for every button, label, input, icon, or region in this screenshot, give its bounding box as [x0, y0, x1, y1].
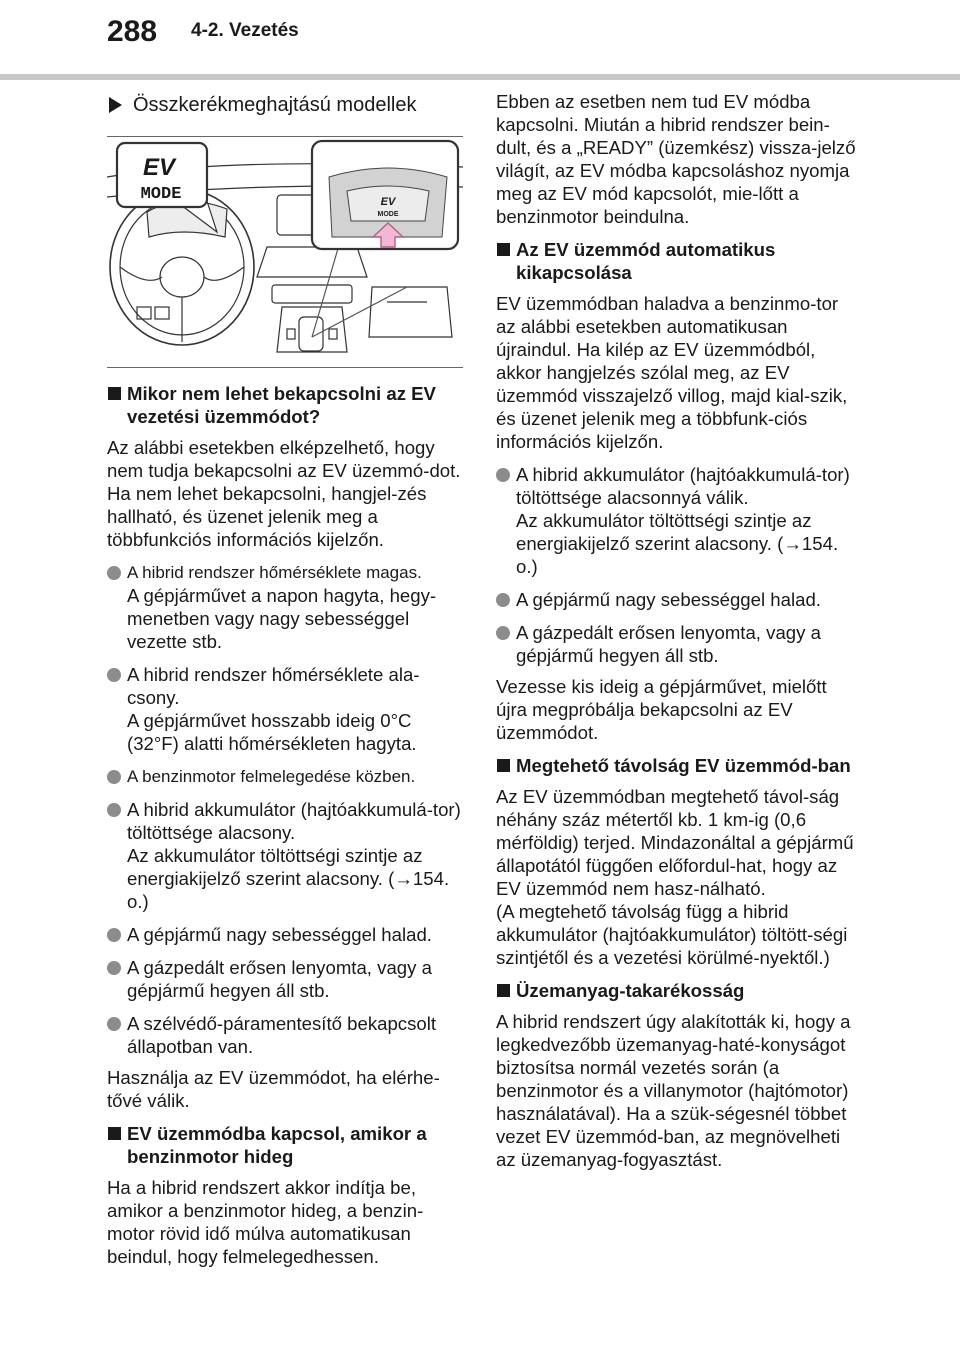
page-number: 288	[107, 15, 158, 48]
heading-fuel-economy: Üzemanyag-takarékosság	[496, 979, 856, 1002]
paragraph: Az EV üzemmódban megtehető távol-ság néhány száz métertől kb. 1 km-ig (0,6 mérföldig) terjed. Mindazonáltal a gépjármű állapotától függően előfordul-hat, hogy az EV üzemmód nem hasz-nálható. (A megtehető távolság függ a hibrid akkumulátor (hajtóakkumulátor) töltött-ségi szintjétől és a vezetési körülmé-nyektől.)	[496, 786, 854, 968]
paragraph: EV üzemmódban haladva a benzinmo-tor az alábbi esetekben automatikusan újraindul. Ha kilép az EV üzemmódból, akkor hangjelzés szólal meg, az EV üzemmód visszajelző villog, majd kial-szik, és üzenet jelenik meg a többfunk-ciós információs kijelzőn.	[496, 293, 848, 452]
header-divider	[0, 74, 960, 80]
round-bullet-icon	[107, 566, 121, 580]
round-bullet-icon	[496, 593, 510, 607]
round-bullet-icon	[107, 668, 121, 682]
list-item: A hibrid rendszer hőmérséklete magas. A gépjárművet a napon hagyta, hegy-menetben vagy nagy sebességgel vezette stb.	[107, 561, 467, 653]
round-bullet-icon	[107, 961, 121, 975]
paragraph: Vezesse kis ideig a gépjárművet, mielőtt újra megpróbálja bekapcsolni az EV üzemmódot.	[496, 676, 827, 743]
square-bullet-icon	[108, 1127, 121, 1140]
list-item: A hibrid akkumulátor (hajtóakkumulá-tor) töltöttsége alacsony. Az akkumulátor töltöttségi szintje az energiakijelző szerint alacsony. (→154. o.)	[107, 798, 467, 913]
round-bullet-icon	[107, 928, 121, 942]
round-bullet-icon	[107, 803, 121, 817]
svg-text:MODE: MODE	[140, 185, 182, 204]
paragraph: A hibrid rendszert úgy alakították ki, hogy a legkedvezőbb üzemanyag-haté-konyságot biztosítsa normál vezetés során (a benzinmotor és a villanymotor (hajtómotor) használatával). Ha a szük-ségesnél többet vezet EV üzemmód-ban, az megnövelheti az üzemanyag-fogyasztást.	[496, 1011, 851, 1170]
list-item: A gázpedált erősen lenyomta, vagy a gépjármű hegyen áll stb.	[496, 621, 856, 667]
dashboard-illustration	[107, 136, 463, 368]
round-bullet-icon	[496, 468, 510, 482]
figure-title: Összkerékmeghajtású modellek	[107, 92, 467, 118]
paragraph: Az alábbi esetekben elképzelhető, hogy nem tudja bekapcsolni az EV üzemmó-dot. Ha nem lehet bekapcsolni, hangjel-zés hallható, és üzenet jelenik meg a többfunkciós információs kijelzőn.	[107, 437, 461, 550]
paragraph: Ha a hibrid rendszert akkor indítja be, amikor a benzinmotor hideg, a benzin-motor rövid idő múlva automatikusan beindul, hogy felmelegedhessen.	[107, 1177, 424, 1267]
list-item: A gépjármű nagy sebességgel halad.	[107, 923, 467, 946]
list-item: A hibrid akkumulátor (hajtóakkumulá-tor) töltöttsége alacsonnyá válik. Az akkumulátor töltöttségi szintje az energiakijelző szerint alacsony. (→154. o.)	[496, 463, 856, 578]
heading-cold-engine: EV üzemmódba kapcsol, amikor a benzinmotor hideg	[107, 1122, 467, 1168]
list-item: A hibrid rendszer hőmérséklete ala-csony. A gépjárművet hosszabb ideig 0°C (32°F) alatti hőmérsékleten hagyta.	[107, 663, 467, 755]
paragraph: Használja az EV üzemmódot, ha elérhe-tővé válik.	[107, 1067, 440, 1111]
square-bullet-icon	[497, 759, 510, 772]
square-bullet-icon	[108, 387, 121, 400]
paragraph: Ebben az esetben nem tud EV módba kapcsolni. Miután a hibrid rendszer bein-dult, és a „READY” (üzemkész) vissza-jelző világít, az EV módba kapcsoláshoz nyomja meg az EV mód kapcsolót, mie-lőtt a benzinmotor beindulna.	[496, 91, 856, 227]
square-bullet-icon	[497, 984, 510, 997]
svg-text:MODE: MODE	[377, 211, 399, 218]
right-column	[496, 90, 856, 1171]
ev-mode-badge-large	[117, 143, 207, 207]
list-item: A gépjármű nagy sebességgel halad.	[496, 588, 856, 611]
list-item: A gázpedált erősen lenyomta, vagy a gépjármű hegyen áll stb.	[107, 956, 467, 1002]
round-bullet-icon	[107, 1017, 121, 1031]
svg-text:EV: EV	[380, 196, 396, 208]
square-bullet-icon	[497, 243, 510, 256]
heading-auto-cancel: Az EV üzemmód automatikus kikapcsolása	[496, 238, 856, 284]
svg-text:EV: EV	[142, 154, 176, 181]
round-bullet-icon	[496, 626, 510, 640]
page-header	[0, 0, 960, 80]
heading-cannot-activate: Mikor nem lehet bekapcsolni az EV vezetési üzemmódot?	[107, 382, 467, 428]
ev-mode-button-closeup	[312, 141, 458, 249]
section-title: 4-2. Vezetés	[191, 20, 299, 41]
round-bullet-icon	[107, 770, 121, 784]
heading-ev-range: Megtehető távolság EV üzemmód-ban	[496, 754, 856, 777]
list-item: A benzinmotor felmelegedése közben.	[107, 765, 467, 788]
triangle-bullet-icon	[109, 97, 122, 113]
left-column	[107, 90, 467, 1268]
dashboard-drawing	[107, 137, 463, 367]
list-item: A szélvédő-páramentesítő bekapcsolt állapotban van.	[107, 1012, 467, 1058]
